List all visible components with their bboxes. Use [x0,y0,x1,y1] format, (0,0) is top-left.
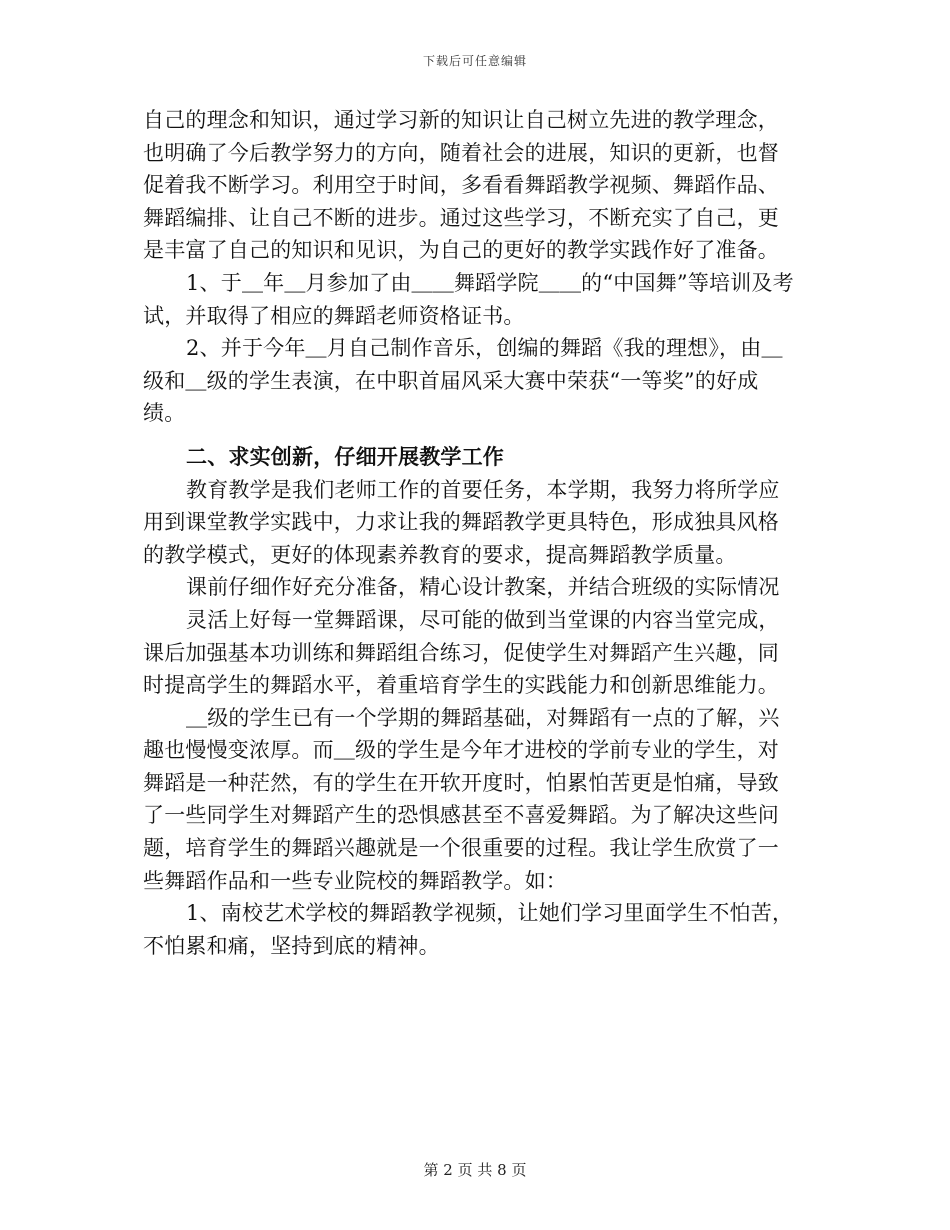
paragraph [143,702,807,898]
page-number: 第 2 页 共 8 页 [423,1161,527,1179]
text-line: 自己的理念和知识，通过学习新的知识让自己树立先进的教学理念， [143,108,779,132]
paragraph [143,332,807,430]
text-line: 舞蹈是一种茫然，有的学生在开软开度时，怕累怕苦更是怕痛，导致 [143,770,779,795]
text-line: 了一些同学生对舞蹈产生的恐惧感甚至不喜爱舞蹈。为了解决这些问 [143,803,779,828]
text-line: 题，培育学生的舞蹈兴趣就是一个很重要的过程。我让学生欣赏了一 [143,836,779,861]
text-line: 教育教学是我们老师工作的首要任务，本学期，我努力将所学应 [186,477,780,502]
text-line: 2、并于今年＿月自己制作音乐，创编的舞蹈《我的理想》，由＿ [186,336,783,361]
text-line: 试，并取得了相应的舞蹈老师资格证书。 [143,303,525,328]
text-line: 促着我不断学习。利用空于时间，多看看舞蹈教学视频、舞蹈作品、 [143,173,779,198]
document-body [143,104,807,962]
text-line: 课前仔细作好充分准备，精心设计教案，并结合班级的实际情况 [186,575,780,600]
text-line: 是丰富了自己的知识和见识，为自己的更好的教学实践作好了准备。 [143,238,779,263]
text-line: ＿级的学生已有一个学期的舞蹈基础，对舞蹈有一点的了解，兴 [186,705,780,730]
text-line: 不怕累和痛，坚持到底的精神。 [143,933,440,958]
text-line: 趣也慢慢变浓厚。而＿级的学生是今年才进校的学前专业的学生，对 [143,738,779,763]
text-line: 绩。 [143,401,186,426]
text-line: 舞蹈编排、让自己不断的进步。通过这些学习，不断充实了自己，更 [143,205,779,230]
paragraph [143,604,807,702]
text-line: 些舞蹈作品和一些专业院校的舞蹈教学。如： [143,868,567,893]
text-line: 灵活上好每一堂舞蹈课，尽可能的做到当堂课的内容当堂完成， [186,607,780,632]
section-heading: 二、求实创新，仔细开展教学工作 [186,443,504,469]
paragraph [143,267,807,332]
text-line: 用到课堂教学实践中，力求让我的舞蹈教学更具特色，形成独具风格 [143,510,779,535]
text-line: 课后加强基本功训练和舞蹈组合练习，促使学生对舞蹈产生兴趣，同 [143,640,779,665]
paragraph [143,897,807,962]
paragraph [143,104,807,267]
text-line: 1、南校艺术学校的舞蹈教学视频，让她们学习里面学生不怕苦， [186,901,794,926]
text-line: 级和＿级的学生表演，在中职首届风采大赛中荣获“一等奖”的好成 [143,368,759,393]
page-header-note: 下载后可任意编辑 [422,54,527,68]
text-line: 也明确了今后教学努力的方向，随着社会的进展，知识的更新，也督 [143,140,779,165]
text-line: 的教学模式，更好的体现素养教育的要求，提高舞蹈教学质量。 [143,542,737,567]
text-line: 1、于＿年＿月参加了由＿＿舞蹈学院＿＿的“中国舞”等培训及考 [186,270,794,295]
paragraph [143,571,807,604]
paragraph [143,474,807,572]
text-line: 时提高学生的舞蹈水平，着重培育学生的实践能力和创新思维能力。 [143,673,779,698]
